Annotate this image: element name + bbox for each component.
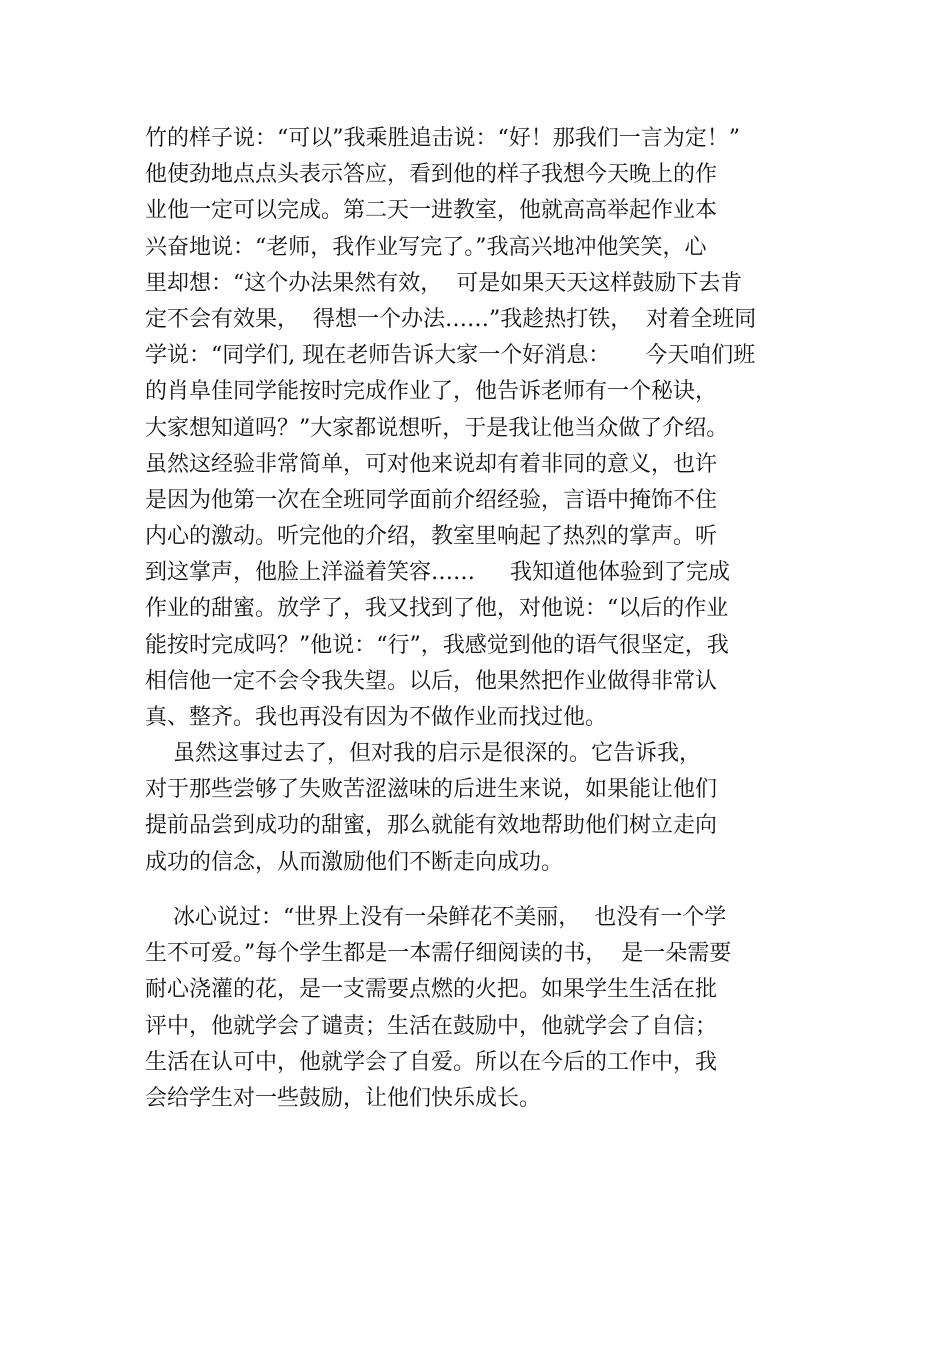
- text-line: 成功的信念，从而激励他们不断走向成功。: [145, 849, 564, 875]
- text-line: 定不会有效果， 得想一个办法……”我趁热打铁， 对着全班同: [145, 306, 757, 332]
- text-line: 虽然这事过去了，但对我的启示是很深的。它告诉我，: [145, 741, 701, 766]
- paragraph-3: [145, 900, 805, 1117]
- text-line: 虽然这经验非常简单，可对他来说却有着非同的意义，也许: [145, 451, 718, 477]
- text-line: 学说：“同学们, 现在老师告诉大家一个好消息： 今天咱们班: [145, 343, 756, 369]
- text-line: 是因为他第一次在全班同学面前介绍经验，言语中掩饰不住: [145, 487, 718, 513]
- text-line: 耐心浇灌的花，是一支需要点燃的火把。如果学生生活在批: [145, 977, 718, 1003]
- text-line: 业他一定可以完成。第二天一进教室，他就高高举起作业本: [145, 198, 718, 224]
- text-line: 评中，他就学会了谴责；生活在鼓励中，他就学会了自信；: [145, 1013, 718, 1039]
- text-line: 对于那些尝够了失败苦涩滋味的后进生来说，如果能让他们: [145, 777, 718, 803]
- text-line: 真、整齐。我也再没有因为不做作业而找过他。: [145, 705, 608, 730]
- text-line: 里却想：“这个办法果然有效， 可是如果天天这样鼓励下去肯: [145, 270, 743, 296]
- text-line: 他使劲地点点头表示答应，看到他的样子我想今天晚上的作: [145, 162, 718, 188]
- text-line: 作业的甜蜜。放学了，我又找到了他，对他说：“以后的作业: [145, 596, 729, 622]
- text-line: 大家想知道吗？”大家都说想听，于是我让他当众做了介绍。: [145, 415, 729, 441]
- text-line: 能按时完成吗？”他说：“行”，我感觉到他的语气很坚定，我: [145, 632, 729, 658]
- text-line: 生活在认可中，他就学会了自爱。所以在今后的工作中，我: [145, 1049, 718, 1075]
- text-line: 提前品尝到成功的甜蜜，那么就能有效地帮助他们树立走向: [145, 813, 718, 839]
- text-line: 会给学生对一些鼓励，让他们快乐成长。: [145, 1085, 542, 1111]
- paragraph-1: [145, 121, 805, 736]
- text-line: 冰心说过：“世界上没有一朵鲜花不美丽， 也没有一个学: [145, 905, 727, 930]
- text-line: 的肖阜佳同学能按时完成作业了，他告诉老师有一个秘诀，: [145, 379, 718, 405]
- text-line: 兴奋地说：“老师，我作业写完了。”我高兴地冲他笑笑，心: [145, 234, 707, 260]
- paragraph-2: [145, 736, 805, 881]
- text-line: 相信他一定不会令我失望。以后，他果然把作业做得非常认: [145, 668, 718, 694]
- text-line: 内心的激动。听完他的介绍，教室里响起了热烈的掌声。听: [145, 524, 718, 550]
- text-line: 生不可爱。”每个学生都是一本需仔细阅读的书， 是一朵需要: [145, 941, 732, 967]
- text-line: 竹的样子说：“可以”我乘胜追击说：“好！那我们一言为定！”: [145, 126, 740, 151]
- text-line: 到这掌声，他脸上洋溢着笑容…… 我知道他体验到了完成: [145, 560, 730, 586]
